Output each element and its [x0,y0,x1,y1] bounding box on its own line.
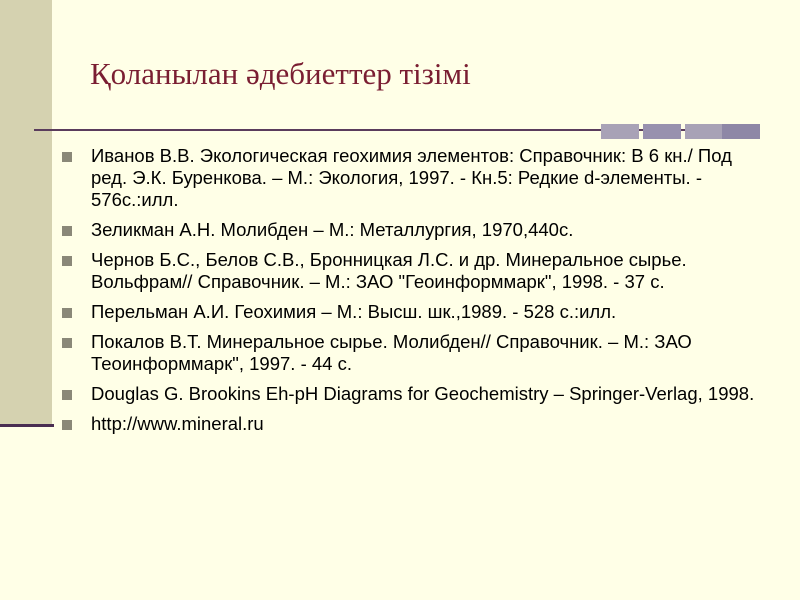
bullet-square-icon [62,420,72,430]
reference-text: Зеликман А.Н. Молибден – М.: Металлургия, 1970,440с. [91,219,574,240]
reference-text: Иванов В.В. Экологическая геохимия элементов: Справочник: В 6 кн./ Под ред. Э.К. Буренкова. – М.: Экология, 1997. - Кн.5: Редкие d-элементы. - 576с.:илл. [91,145,732,210]
reference-text: Чернов Б.С., Белов С.В., Бронницкая Л.С. и др. Минеральное сырье. Вольфрам// Справочник. – М.: ЗАО "Геоинформмарк", 1998. - 37 с. [91,249,687,292]
decorative-block [643,124,681,139]
reference-text: Перельман А.И. Геохимия – М.: Высш. шк.,1989. - 528 с.:илл. [91,301,617,322]
decorative-block [685,124,723,139]
reference-item [62,249,762,293]
decorative-block [722,124,760,139]
bullet-square-icon [62,226,72,236]
bullet-square-icon [62,338,72,348]
bullet-square-icon [62,152,72,162]
left-band-underline [0,424,54,427]
reference-list [62,145,762,443]
reference-item [62,219,762,241]
reference-item [62,383,762,405]
reference-item [62,301,762,323]
reference-item [62,145,762,211]
reference-link[interactable]: http://www.mineral.ru [91,413,264,434]
left-decorative-band [0,0,52,426]
bullet-square-icon [62,308,72,318]
reference-item [62,331,762,375]
bullet-square-icon [62,256,72,266]
bullet-square-icon [62,390,72,400]
reference-text: Покалов В.Т. Минеральное сырье. Молибден// Справочник. – М.: ЗАО Теоинформмарк", 1997. - 44 с. [91,331,692,374]
slide-title: Қоланылан әдебиеттер тізімі [90,56,471,91]
reference-item [62,413,762,435]
reference-text: Douglas G. Brookins Eh-pH Diagrams for Geochemistry – Springer-Verlag, 1998. [91,383,755,404]
decorative-block [601,124,639,139]
